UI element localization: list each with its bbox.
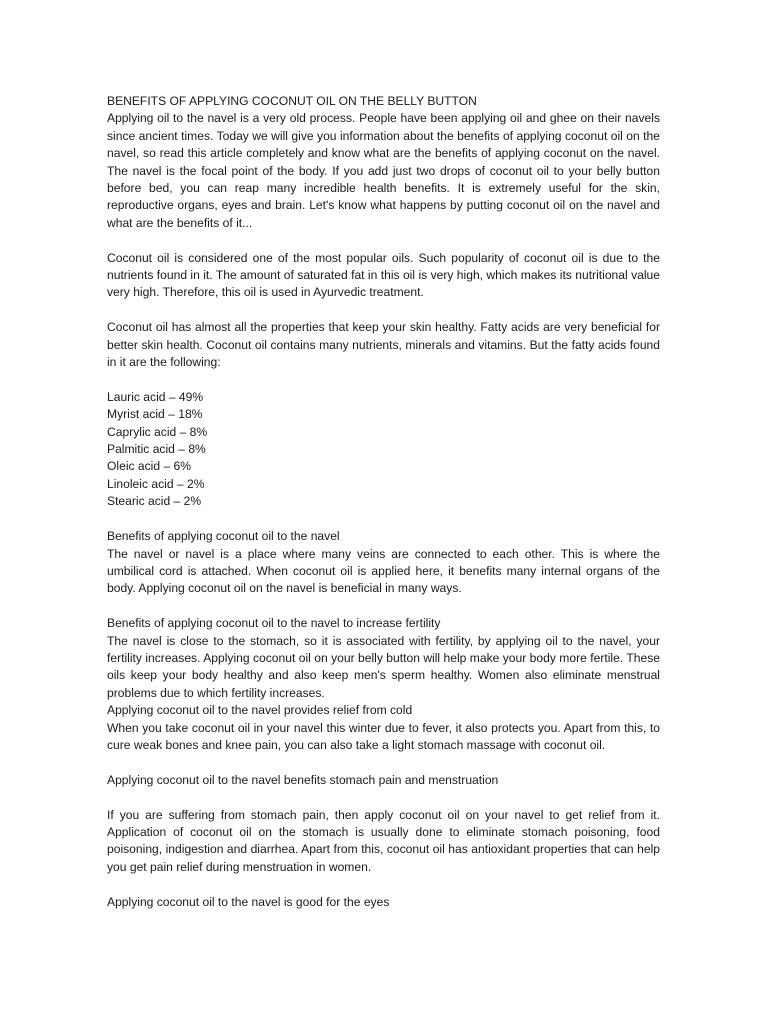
fatty-acid-item: Palmitic acid – 8% [107,442,206,457]
eyes-heading: Applying coconut oil to the navel is good for the eyes [107,894,390,909]
popularity-paragraph: Coconut oil is considered one of the most popular oils. Such popularity of coconut oil is due to the nutrients found in it. The amount of saturated fat in this oil is very high, which makes its nutritional value very high. Therefore, this oil is used in Ayurvedic treatment. [107,250,660,300]
fertility-paragraph: The navel is close to the stomach, so it is associated with fertility, by applying oil to the navel, your fertility increases. Applying coconut oil on your belly button will help make your body more fertile. These oils keep your body healthy and also keep men's sperm healthy. Women also eliminate menstrual problems due to which fertility increases. [107,633,660,700]
paragraph-gap [107,754,660,771]
fatty-acid-item: Linoleic acid – 2% [107,476,205,491]
paragraph-gap [107,876,660,893]
fertility-heading: Benefits of applying coconut oil to the navel to increase fertility [107,616,441,631]
document-title: BENEFITS OF APPLYING COCONUT OIL ON THE BELLY BUTTON [107,94,477,108]
fatty-acid-item: Caprylic acid – 8% [107,424,208,439]
cold-heading: Applying coconut oil to the navel provides relief from cold [107,703,413,718]
fatty-acid-item: Stearic acid – 2% [107,494,202,509]
fatty-acid-list [107,389,660,511]
fatty-acid-item: Myrist acid – 18% [107,407,203,422]
fatty-acid-item: Oleic acid – 6% [107,459,192,474]
stomach-paragraph: If you are suffering from stomach pain, then apply coconut oil on your navel to get relief from it. Application of coconut oil on the stomach is usually done to eliminate stomach poisoning, food poisoning, indigestion and diarrhea. Apart from this, coconut oil has antioxidant properties that can help you get pain relief during menstruation in women. [107,807,660,874]
paragraph-gap [107,511,660,528]
paragraph-gap [107,371,660,388]
navel-heading: Benefits of applying coconut oil to the navel [107,529,340,544]
intro-paragraph: Applying oil to the navel is a very old process. People have been applying oil and ghee on their navels since ancient times. Today we will give you information about the benefits of applying coconut oil on the navel, so read this article completely and know what are the benefits of applying coconut on the navel. The navel is the focal point of the body. If you add just two drops of coconut oil to your belly button before bed, you can reap many incredible health benefits. It is extremely useful for the skin, reproductive organs, eyes and brain. Let's know what happens by putting coconut oil on the navel and what are the benefits of it... [107,111,660,230]
paragraph-gap [107,598,660,615]
properties-paragraph: Coconut oil has almost all the properties that keep your skin healthy. Fatty acids are very beneficial for better skin health. Coconut oil contains many nutrients, minerals and vitamins. But the fatty acids found in it are the following: [107,320,660,370]
fatty-acid-item: Lauric acid – 49% [107,389,204,404]
stomach-heading: Applying coconut oil to the navel benefits stomach pain and menstruation [107,772,499,787]
navel-paragraph: The navel or navel is a place where many veins are connected to each other. This is where the umbilical cord is attached. When coconut oil is applied here, it benefits many internal organs of the body. Applying coconut oil on the navel is beneficial in many ways. [107,546,660,596]
document-page [107,93,660,911]
paragraph-gap [107,232,660,249]
cold-paragraph: When you take coconut oil in your navel this winter due to fever, it also protects you. Apart from this, to cure weak bones and knee pain, you can also take a light stomach massage with coconut oil. [107,720,660,752]
paragraph-gap [107,302,660,319]
paragraph-gap [107,789,660,806]
